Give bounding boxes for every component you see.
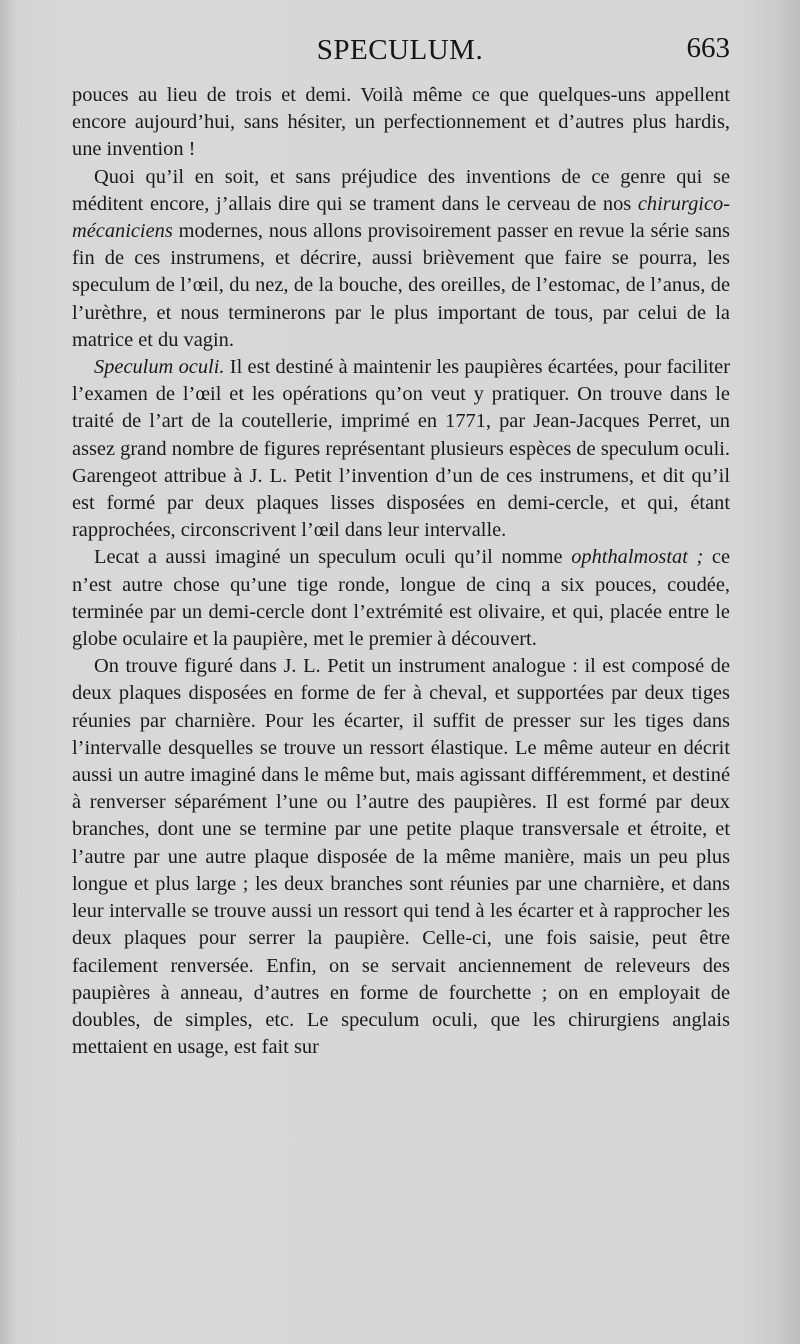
page-header	[70, 30, 730, 70]
paragraph	[72, 653, 730, 1061]
italic-text: Speculum oculi.	[94, 356, 225, 379]
running-head: SPECULUM.	[316, 34, 484, 66]
text-run: On trouve figuré dans J. L. Petit un instrument analogue : il est composé de deux plaques disposées en forme de fer à cheval, et supportées par deux tiges réunies par charnière. Pour les écarter, il suffit de presser sur les tiges dans l’intervalle desquelles se trouve un ressort élastique. Le même auteur en décrit aussi un autre imaginé dans le même but, mais agissant différemment, et destiné à renverser séparément l’une ou l’autre des paupières. Il est formé par deux branches, dont une se termine par une petite plaque transversale et étroite, et l’autre par une autre plaque disposée de la même manière, mais un peu plus longue et plus large ; les deux branches sont réunies par une charnière, et dans leur intervalle se trouve aussi un ressort qui tend à les écarter et à rapprocher les deux plaques pour serrer la paupière. Celle-ci, une fois saisie, peut être facilement renversée. Enfin, on se servait anciennement de releveurs des paupières à anneau, d’autres en forme de fourchette ; on en employait de doubles, de simples, etc. Le speculum oculi, que les chirurgiens anglais mettaient en usage, est fait sur	[72, 655, 730, 1059]
text-run: ce n’est autre chose qu’une tige ronde, longue de cinq a six pouces, coudée, terminée par un demi-cercle dont l’extrémité est olivaire, et qui, placée entre le globe oculaire et la paupière, met le premier à découvert.	[72, 546, 731, 651]
paragraph	[72, 544, 730, 653]
italic-text: chirurgico-mécaniciens	[72, 192, 730, 243]
page-number: 663	[686, 32, 730, 64]
paragraph	[72, 164, 730, 354]
italic-text: ophthalmostat ;	[571, 546, 704, 569]
body-text	[72, 82, 730, 1061]
text-run: Quoi qu’il en soit, et sans préjudice des inventions de ce genre qui se méditent encore, j’allais dire qui se trament dans le cerveau de nos	[72, 165, 730, 215]
text-run: modernes, nous allons provisoirement passer en revue la série sans fin de ces instrumens, et décrire, aussi brièvement que faire se pourra, les speculum de l’œil, du nez, de la bouche, des oreilles, de l’estomac, de l’anus, de l’urèthre, et nous terminerons par le plus important de tous, par celui de la matrice et du vagin.	[72, 220, 730, 351]
text-run: pouces au lieu de trois et demi. Voilà même ce que quelques-uns appellent encore aujourd’hui, sans hésiter, un perfectionnement et d’autres plus hardis, une invention !	[72, 84, 730, 161]
text-run: Lecat a aussi imaginé un speculum oculi qu’il nomme	[94, 546, 572, 569]
text-run: Il est destiné à maintenir les paupières écartées, pour faciliter l’examen de l’œil et les opérations qu’on veut y pratiquer. On trouve dans le traité de l’art de la coutellerie, imprimé en 1771, par Jean-Jacques Perret, un assez grand nombre de figures représentant plusieurs espèces de speculum oculi. Garengeot attribue à J. L. Petit l’invention d’un de ces instrumens, et dit qu’il est formé par deux plaques lisses disposées en demi-cercle, et qui, étant rapprochées, circonscrivent l’œil dans leur intervalle.	[72, 356, 730, 542]
paragraph	[72, 82, 730, 164]
paragraph	[72, 354, 730, 544]
